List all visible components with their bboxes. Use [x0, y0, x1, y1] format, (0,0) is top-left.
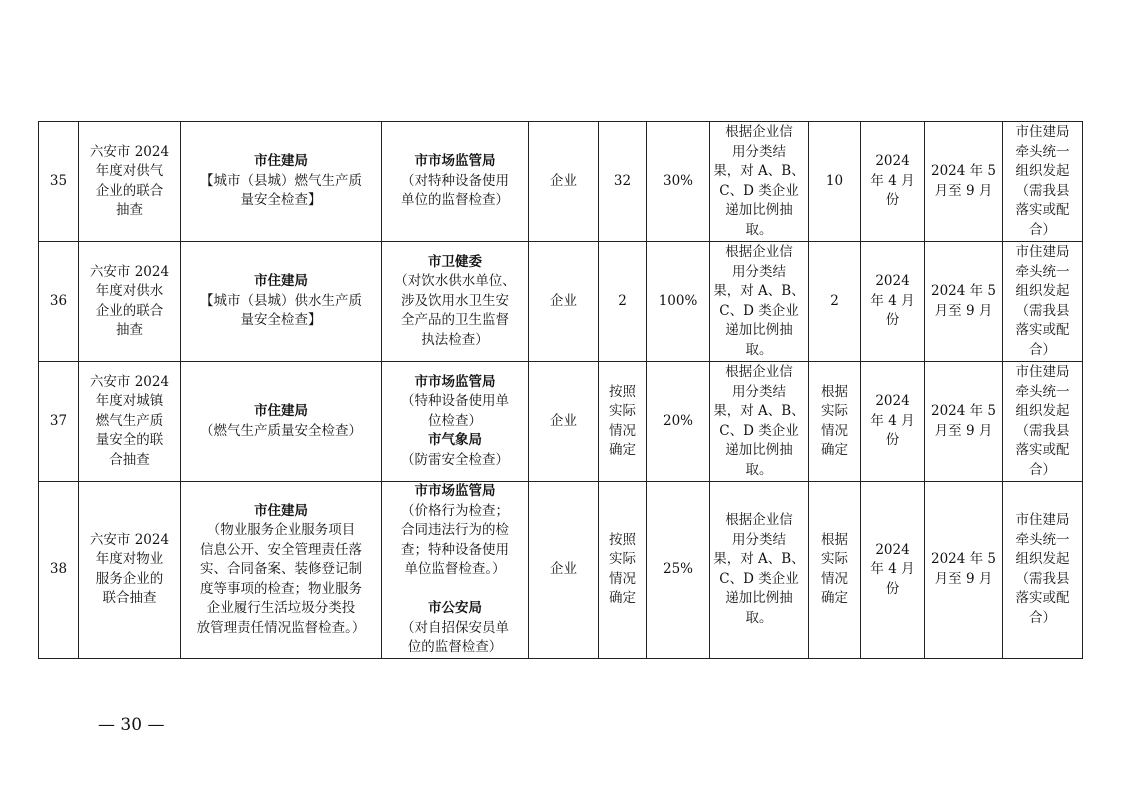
remarks: 市住建局 牵头统一 组织发起 （需我县 落实或配 合）	[1003, 242, 1083, 362]
object-count: 32	[599, 122, 647, 242]
remarks: 市住建局 牵头统一 组织发起 （需我县 落实或配 合）	[1003, 122, 1083, 242]
sampling-method: 根据企业信 用分类结 果，对 A、B、 C、D 类企业 递加比例抽 取。	[710, 482, 809, 659]
inspection-period: 2024 年 5 月至 9 月	[925, 482, 1003, 659]
object-count: 按照 实际 情况 确定	[599, 482, 647, 659]
row-number: 35	[39, 122, 79, 242]
start-time: 2024 年 4 月 份	[861, 122, 925, 242]
inspection-period: 2024 年 5 月至 9 月	[925, 242, 1003, 362]
row-number: 36	[39, 242, 79, 362]
sampling-method: 根据企业信 用分类结 果，对 A、B、 C、D 类企业 递加比例抽 取。	[710, 362, 809, 482]
object-type: 企业	[529, 362, 599, 482]
task-name: 六安市 2024 年度对物业 服务企业的 联合抽查	[79, 482, 181, 659]
task-name: 六安市 2024 年度对城镇 燃气生产质 量安全的联 合抽查	[79, 362, 181, 482]
inspection-period: 2024 年 5 月至 9 月	[925, 362, 1003, 482]
inspection-period: 2024 年 5 月至 9 月	[925, 122, 1003, 242]
cooperating-departments: 市市场监管局 （特种设备使用单 位检查） 市气象局 （防雷安全检查）	[382, 362, 529, 482]
page-number: — 30 —	[98, 715, 165, 735]
lead-department: 市住建局 （物业服务企业服务项目 信息公开、安全管理责任落 实、合同备案、装修登记制 度等事项的检查；物业服务 企业履行生活垃圾分类投 放管理责任情况监督检查。）	[181, 482, 382, 659]
sampling-ratio: 25%	[647, 482, 710, 659]
object-type: 企业	[529, 242, 599, 362]
sample-count: 根据 实际 情况 确定	[809, 362, 861, 482]
lead-department: 市住建局 【城市（县城）供水生产质 量安全检查】	[181, 242, 382, 362]
object-count: 按照 实际 情况 确定	[599, 362, 647, 482]
row-number: 37	[39, 362, 79, 482]
remarks: 市住建局 牵头统一 组织发起 （需我县 落实或配 合）	[1003, 482, 1083, 659]
sampling-method: 根据企业信 用分类结 果，对 A、B、 C、D 类企业 递加比例抽 取。	[710, 122, 809, 242]
lead-department: 市住建局 （燃气生产质量安全检查）	[181, 362, 382, 482]
object-type: 企业	[529, 122, 599, 242]
cooperating-departments: 市市场监管局 （价格行为检查； 合同违法行为的检 查；特种设备使用 单位监督检查。） 市公安局 （对自招保安员单 位的监督检查）	[382, 482, 529, 659]
sample-count: 10	[809, 122, 861, 242]
sampling-ratio: 30%	[647, 122, 710, 242]
table-row	[39, 482, 1083, 659]
sample-count: 2	[809, 242, 861, 362]
remarks: 市住建局 牵头统一 组织发起 （需我县 落实或配 合）	[1003, 362, 1083, 482]
object-type: 企业	[529, 482, 599, 659]
table-row	[39, 362, 1083, 482]
object-count: 2	[599, 242, 647, 362]
task-name: 六安市 2024 年度对供水 企业的联合 抽查	[79, 242, 181, 362]
sampling-method: 根据企业信 用分类结 果，对 A、B、 C、D 类企业 递加比例抽 取。	[710, 242, 809, 362]
inspection-table	[38, 121, 1083, 659]
sampling-ratio: 100%	[647, 242, 710, 362]
table-row	[39, 122, 1083, 242]
cooperating-departments: 市卫健委 （对饮水供水单位、 涉及饮用水卫生安 全产品的卫生监督 执法检查）	[382, 242, 529, 362]
start-time: 2024 年 4 月 份	[861, 362, 925, 482]
task-name: 六安市 2024 年度对供气 企业的联合 抽查	[79, 122, 181, 242]
sample-count: 根据 实际 情况 确定	[809, 482, 861, 659]
lead-department: 市住建局 【城市（县城）燃气生产质 量安全检查】	[181, 122, 382, 242]
cooperating-departments: 市市场监管局 （对特种设备使用 单位的监督检查）	[382, 122, 529, 242]
sampling-ratio: 20%	[647, 362, 710, 482]
table-row	[39, 242, 1083, 362]
row-number: 38	[39, 482, 79, 659]
start-time: 2024 年 4 月 份	[861, 482, 925, 659]
start-time: 2024 年 4 月 份	[861, 242, 925, 362]
